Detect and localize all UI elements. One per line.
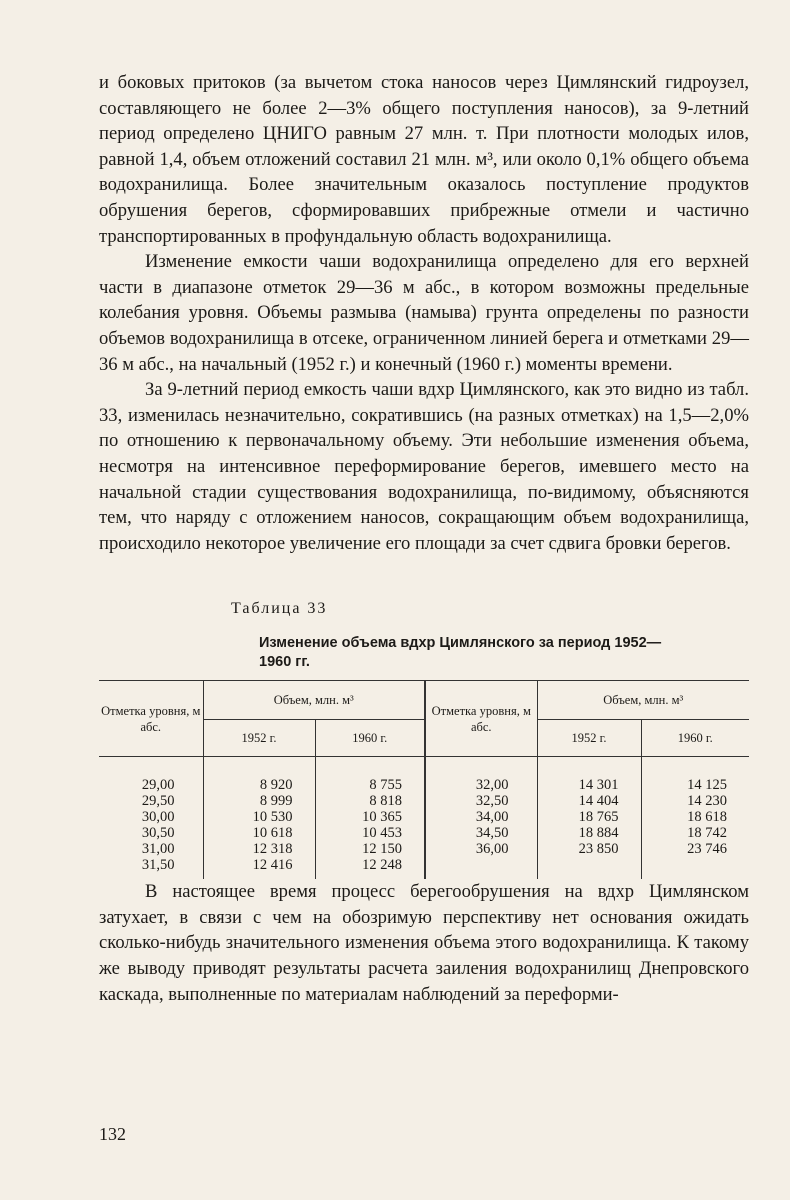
cell-vol-1960: 10 365 bbox=[315, 809, 425, 825]
cell-vol-1952: 10 618 bbox=[203, 825, 315, 841]
cell-level: 30,00 bbox=[99, 809, 203, 825]
table-row bbox=[99, 857, 749, 879]
cell-level: 36,00 bbox=[425, 841, 537, 857]
volume-table bbox=[99, 680, 749, 879]
table-row bbox=[99, 809, 749, 825]
closing-paragraph: В настоящее время процесс берегообрушения на вдхр Цимлянском затухает, в связи с чем на обозримую перспективу нет основания ожидать сколько-нибудь значительного изменения объема этого водохранилища. К такому же выводу приводят результаты расчета заиления водохранилищ Днепровского каскада, выполненные по материалам наблюдений за переформи- bbox=[99, 881, 749, 1005]
table-title: Изменение объема вдхр Цимлянского за период 1952—1960 гг. bbox=[259, 635, 662, 671]
cell-vol-1952: 8 920 bbox=[203, 757, 315, 794]
cell-vol-1952: 18 765 bbox=[537, 809, 641, 825]
cell-vol-1960: 12 248 bbox=[315, 857, 425, 879]
cell-vol-1960: 8 755 bbox=[315, 757, 425, 794]
cell-level: 29,50 bbox=[99, 793, 203, 809]
cell-vol-1952: 12 416 bbox=[203, 857, 315, 879]
table-label: Таблица 33 bbox=[231, 600, 328, 618]
paragraph-1: и боковых притоков (за вычетом стока наносов через Цимлянский гидроузел, составляющего не более 2—3% общего поступления наносов), за 9-летний период определено ЦНИГО равным 27 млн. т. При плотности молодых илов, равной 1,4, объем отложений составил 21 млн. м³, или около 0,1% общего объема водохранилища. Более значительным оказалось поступление продуктов обрушения берегов, сформировавших прибрежные отмели и частично транспортированных в профундальную область водохранилища. bbox=[99, 72, 749, 247]
cell-vol-1952: 14 301 bbox=[537, 757, 641, 794]
cell-vol-1960: 14 125 bbox=[687, 777, 727, 794]
cell-vol-1960: 8 818 bbox=[315, 793, 425, 809]
cell-vol-1952: 8 999 bbox=[203, 793, 315, 809]
cell-vol-1960: 14 230 bbox=[687, 793, 727, 810]
page-number: 132 bbox=[99, 1124, 126, 1144]
cell-level: 31,00 bbox=[99, 841, 203, 857]
cell-vol-1960 bbox=[641, 857, 749, 879]
cell-vol-1960: 18 742 bbox=[687, 825, 727, 842]
cell-level: 31,50 bbox=[99, 857, 203, 879]
header-volume-right: Объем, млн. м³ bbox=[537, 681, 749, 720]
cell-vol-1952: 10 530 bbox=[203, 809, 315, 825]
paragraph-3: За 9-летний период емкость чаши вдхр Цимлянского, как это видно из табл. 33, изменилась незначительно, сократившись (на разных отметках) на 1,5—2,0% по отношению к первоначальному объему. Эти небольшие изменения объема, несмотря на интенсивное переформирование берегов, имевшего место на начальной стадии существования водохранилища, по-видимому, объясняются тем, что наряду с отложением наносов, сокращающим объем водохранилища, происходило некоторое увеличение его площади за счет сдвига бровки берегов. bbox=[99, 379, 749, 554]
header-1960-left: 1960 г. bbox=[315, 720, 425, 757]
header-level-left: Отметка уровня, м абс. bbox=[99, 681, 203, 757]
page-body bbox=[99, 70, 749, 1007]
cell-vol-1960: 23 746 bbox=[687, 841, 727, 858]
table-row bbox=[99, 793, 749, 809]
cell-vol-1952: 18 884 bbox=[537, 825, 641, 841]
table-row bbox=[99, 757, 749, 794]
table-row bbox=[99, 825, 749, 841]
header-level-right: Отметка уровня, м абс. bbox=[425, 681, 537, 757]
cell-level: 32,50 bbox=[425, 793, 537, 809]
table-row bbox=[99, 841, 749, 857]
cell-level: 34,00 bbox=[425, 809, 537, 825]
cell-vol-1952: 12 318 bbox=[203, 841, 315, 857]
paragraph-2: Изменение емкости чаши водохранилища определено для его верхней части в диапазоне отметок 29—36 м абс., в котором возможны предельные колебания уровня. Объемы размыва (намыва) грунта определены по разности объемов водохранилища в отсеке, ограниченном линией берега и отметками 29—36 м абс., на начальный (1952 г.) и конечный (1960 г.) моменты времени. bbox=[99, 251, 749, 375]
cell-vol-1952: 14 404 bbox=[537, 793, 641, 809]
cell-level: 34,50 bbox=[425, 825, 537, 841]
header-1952-right: 1952 г. bbox=[537, 720, 641, 757]
cell-level: 29,00 bbox=[99, 757, 203, 794]
cell-vol-1960: 10 453 bbox=[315, 825, 425, 841]
cell-vol-1960: 18 618 bbox=[687, 809, 727, 826]
header-volume-left: Объем, млн. м³ bbox=[203, 681, 425, 720]
cell-level bbox=[425, 857, 537, 879]
cell-level: 30,50 bbox=[99, 825, 203, 841]
header-1952-left: 1952 г. bbox=[203, 720, 315, 757]
header-1960-right: 1960 г. bbox=[641, 720, 749, 757]
cell-vol-1952: 23 850 bbox=[537, 841, 641, 857]
cell-vol-1952 bbox=[537, 857, 641, 879]
cell-level: 32,00 bbox=[425, 757, 537, 794]
cell-vol-1960: 12 150 bbox=[315, 841, 425, 857]
